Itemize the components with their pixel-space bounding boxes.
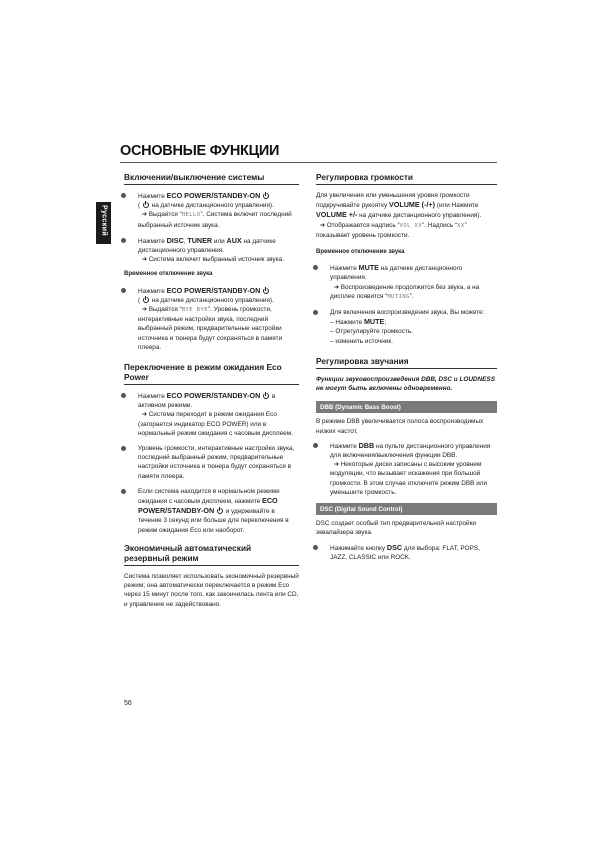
list-item: Нажмите ECO POWER/STANDBY-ON в активном режиме. ➜ Система переходит в режим ожидания Eco (загорается индикатор ECO POWER) или в нормальный режим ожидания с часовым дисплеем. [124,391,299,438]
page-title: ОСНОВНЫЕ ФУНКЦИИ [120,143,280,159]
left-column [124,172,299,614]
power-icon [143,202,149,208]
list-item: Для включения воспроизведения звука, Вы можете: – Нажмите MUTE; – Отрегулируйте громкость. – изменить источник. [316,308,497,346]
section-heading-sound: Регулировка звучания [316,356,497,369]
paragraph: DSC создает особый тип предварительной настройки эквалайзера звука. [316,520,476,537]
list-item: Нажимайте кнопку DSC для выбора: FLAT, POPS, JAZZ, CLASSIC или ROCK. [316,543,497,562]
display-text: BYE BYE [181,307,209,314]
power-icon [217,508,223,514]
display-text: HELLO [181,212,201,219]
list-item: Нажмите ECO POWER/STANDBY-ON ( на датчике дистанционного управления). ➜ Выдаётся “HELLO”. Система включит последний выбранный источник звука. [124,191,299,230]
section-heading-eco: Переключение в режим ожидания Eco Power [124,362,299,385]
power-icon [143,297,149,303]
page-number: 56 [124,700,132,707]
language-tab [96,202,111,244]
list-item: Нажмите DBB на пульте дистанционного управления для включения/выключения функции DBB. ➜ Некоторые диски записаны с высоким уровнем модуляции, что вызывает искажения при большой громкости. В этом случае отключите режим DBB или уменьшите громкость. [316,441,497,497]
paragraph: Система позволяет использовать экономичный резервный режим; она автоматически переключается в режим Eco через 15 минут после того, как закончилась лента или CD, и управление не задействовано. [124,572,299,608]
note: Функции звуковоспроизведения DBB, DSC и LOUDNESS не могут быть включены одновременно. [316,375,495,393]
paragraph: Для увеличения или уменьшения уровня громкости подкручивайте рукоятку VOLUME (-/+) (или Нажмите VOLUME +/- на датчике дистанционного управления). ➜ Отображается надпись “VOL XX”. Надпись “XX” показывает уровень громкости. [316,192,482,239]
subheading-temp-mute: Временное отключение звука [316,249,405,256]
section-heading-power: Включении/выключение системы [124,172,299,185]
power-icon [263,288,269,294]
display-text: VOL XX [399,222,423,229]
list-item: Если система находится в нормальном режиме ожидания с часовым дисплеем, нажмите ECO POWER/STANDBY-ON и удерживайте в течение 3 секунд или больше для переключения в режим ожидания Eco или наоборот. [124,487,299,535]
paragraph: В режиме DBB увеличивается полоса воспроизводимых низких частот. [316,418,484,435]
list-item: Уровень громкости, интерактивные настройки звука, последний выбранный режим, предварительные настройки источника и тюнера будут сохраняться в памяти плеера. [124,444,299,481]
subheading-temp-mute: Временное отключение звука [124,271,213,278]
section-heading-auto-standby: Экономичный автоматический резервный режим [124,543,299,566]
list-item: Нажмите ECO POWER/STANDBY-ON ( на датчике дистанционного управления). ➜ Выдаётся “BYE BYE”. Уровень громкости, интерактивные настройки звука, последний выбранный режим, предварительные настройки источника и тюнера будут сохраняться в памяти плеера. [124,286,299,352]
dsc-band: DSC (Digital Sound Control) [316,503,497,515]
dbb-band: DBB (Dynamic Bass Boost) [316,401,497,413]
power-icon [263,393,269,399]
power-icon [263,193,269,199]
display-text: XX [457,222,465,229]
language-tab-label: Русский [100,204,108,237]
right-column [316,172,497,568]
list-item: Нажмите MUTE на датчике дистанционного управления. ➜ Воспроизведение продолжится без звука, а на дисплее появится “MUTING”. [316,263,497,302]
section-heading-volume: Регулировка громкости [316,172,497,185]
list-item: Нажмите DISC, TUNER или AUX на датчике дистанционного управления. ➜ Система включит выбранный источник звука. [124,236,299,265]
display-text: MUTING [387,293,410,300]
title-rule [120,162,497,163]
